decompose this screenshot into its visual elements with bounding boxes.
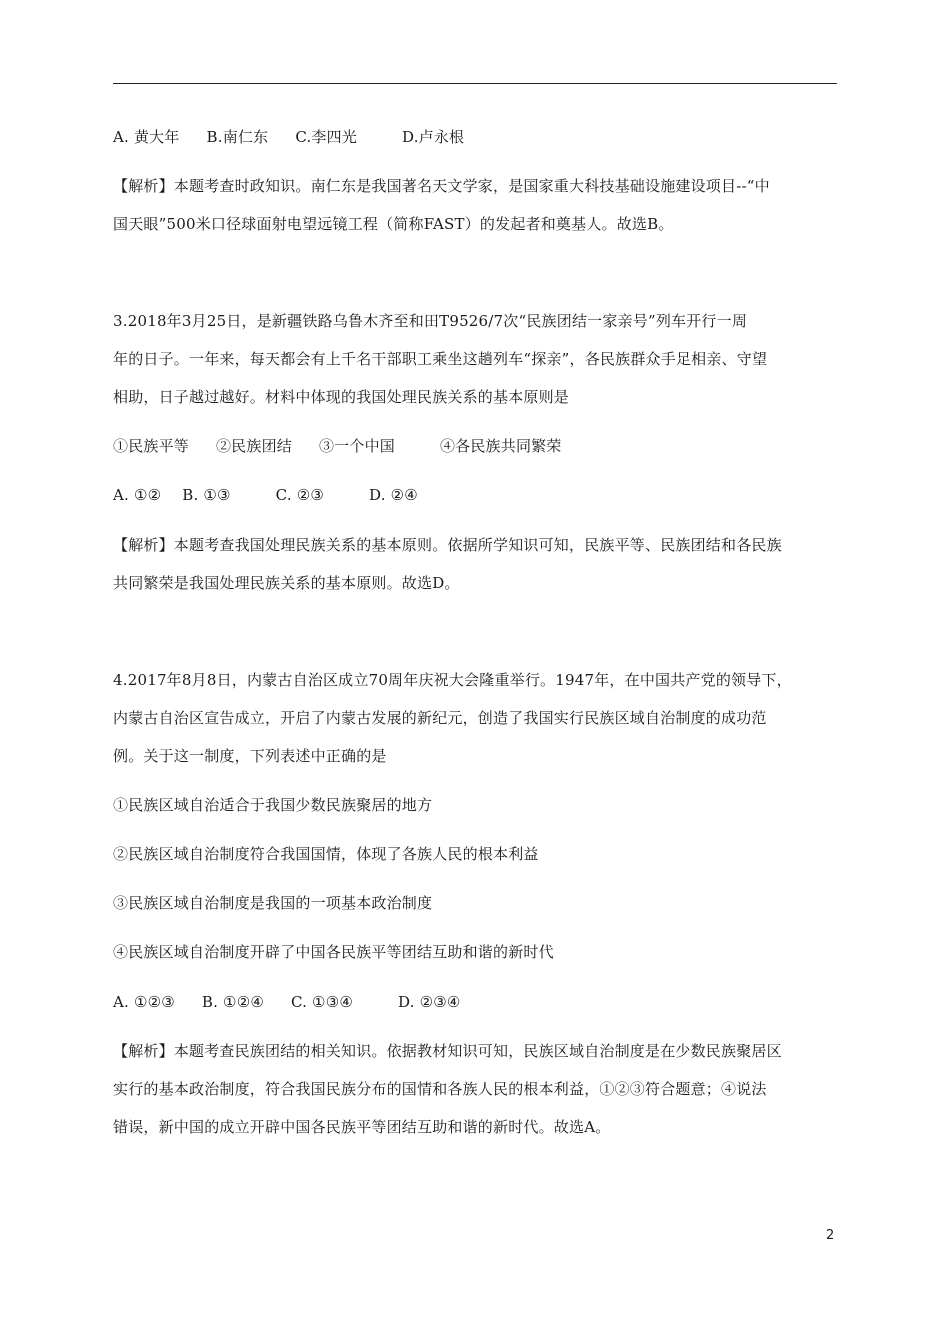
q4-stem-line: 内蒙古自治区宣告成立，开启了内蒙古发展的新纪元，创造了我国实行民族区域自治制度的成功范 xyxy=(113,709,767,727)
q4-analysis-line: 错误，新中国的成立开辟中国各民族平等团结互助和谐的新时代。故选A。 xyxy=(113,1118,611,1136)
q3-stem-line: 年的日子。一年来，每天都会有上千名干部职工乘坐这趟列车“探亲”，各民族群众手足相亲、守望 xyxy=(113,350,768,368)
q3-stem-line: 相助，日子越过越好。材料中体现的我国处理民族关系的基本原则是 xyxy=(113,388,570,406)
q4-analysis-line: 【解析】本题考查民族团结的相关知识。依据教材知识可知，民族区域自治制度是在少数民族聚居区 xyxy=(113,1042,782,1060)
q2-option-b: B.南仁东 xyxy=(206,128,269,146)
q3-item: ②民族团结 xyxy=(215,437,292,455)
q3-option-c: C. ②③ xyxy=(275,486,325,504)
q3-item: ①民族平等 xyxy=(113,437,190,455)
header-rule xyxy=(113,83,837,84)
q4-item: ②民族区域自治制度符合我国国情，体现了各族人民的根本利益 xyxy=(113,845,539,863)
q2-options xyxy=(113,127,843,147)
q3-option-a: A. ①② xyxy=(113,486,162,504)
q3-option-b: B. ①③ xyxy=(182,486,231,504)
q3-item: ④各民族共同繁荣 xyxy=(439,437,562,455)
q4-item: ④民族区域自治制度开辟了中国各民族平等团结互助和谐的新时代 xyxy=(113,943,554,961)
q4-item: ③民族区域自治制度是我国的一项基本政治制度 xyxy=(113,894,433,912)
q4-option-a: A. ①②③ xyxy=(113,993,175,1011)
q3-item: ③一个中国 xyxy=(318,437,395,455)
q4-option-c: C. ①③④ xyxy=(290,993,353,1011)
q2-option-a: A. 黄大年 xyxy=(113,128,180,146)
q2-option-d: D.卢永根 xyxy=(402,128,465,146)
q4-analysis-line: 实行的基本政治制度，符合我国民族分布的国情和各族人民的根本利益，①②③符合题意；④说法 xyxy=(113,1080,767,1098)
q2-analysis-line: 国天眼”500米口径球面射电望远镜工程（简称FAST）的发起者和奠基人。故选B。 xyxy=(113,215,674,233)
q4-item: ①民族区域自治适合于我国少数民族聚居的地方 xyxy=(113,796,433,814)
q3-items xyxy=(113,436,843,456)
q4-option-b: B. ①②④ xyxy=(201,993,264,1011)
q2-option-c: C.李四光 xyxy=(295,128,358,146)
q2-analysis-line: 【解析】本题考查时政知识。南仁东是我国著名天文学家，是国家重大科技基础设施建设项目--“中 xyxy=(113,177,770,195)
q4-stem-line: 例。关于这一制度，下列表述中正确的是 xyxy=(113,747,387,765)
q3-option-d: D. ②④ xyxy=(369,486,418,504)
q3-analysis-line: 【解析】本题考查我国处理民族关系的基本原则。依据所学知识可知，民族平等、民族团结和各民族 xyxy=(113,536,782,554)
q3-analysis-line: 共同繁荣是我国处理民族关系的基本原则。故选D。 xyxy=(113,574,460,592)
q4-stem-line: 4.2017年8月8日，内蒙古自治区成立70周年庆祝大会隆重举行。1947年，在中国共产党的领导下， xyxy=(113,671,792,689)
q4-options xyxy=(113,992,843,1012)
q3-stem-line: 3.2018年3月25日，是新疆铁路乌鲁木齐至和田T9526/7次“民族团结一家亲号”列车开行一周 xyxy=(113,312,748,330)
q4-option-d: D. ②③④ xyxy=(397,993,461,1011)
q3-options xyxy=(113,485,843,505)
page-number: 2 xyxy=(826,1228,835,1243)
